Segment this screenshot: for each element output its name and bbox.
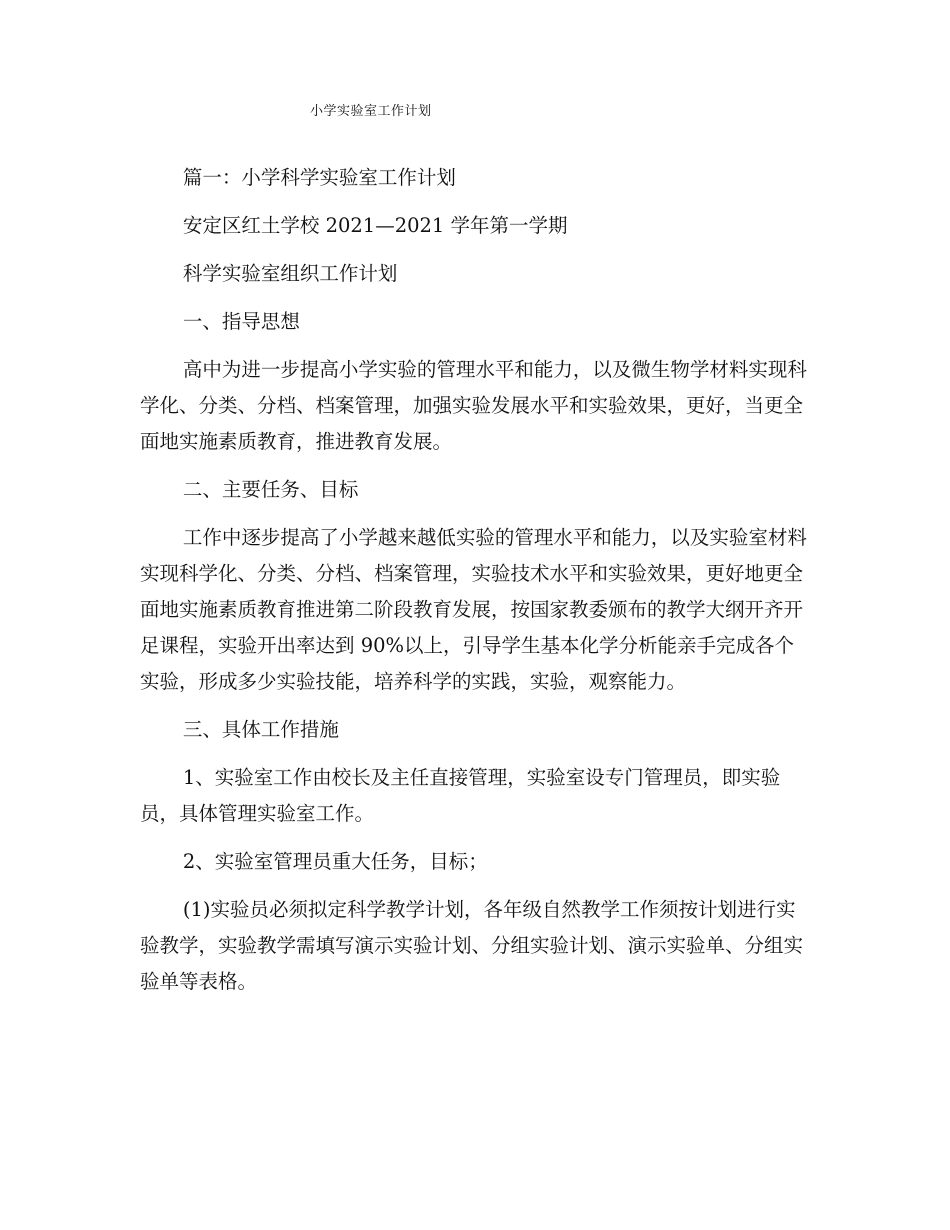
paragraph-measure-1: 1、实验室工作由校长及主任直接管理，实验室设专门管理员，即实验员，具体管理实验室工作。 bbox=[140, 766, 781, 825]
paragraph-school-term: 安定区红土学校 2021—2021 学年第一学期 bbox=[182, 214, 568, 237]
document-body bbox=[140, 160, 810, 1012]
heading-main-tasks: 二、主要任务、目标 bbox=[182, 478, 359, 501]
paragraph-main-tasks: 工作中逐步提高了小学越来越低实验的管理水平和能力，以及实验室材料实现科学化、分类、分档、档案管理，实验技术水平和实验效果，更好地更全面地实施素质教育推进第二阶段教育发展，按国家教委颁布的教学大纲开齐开足课程，实验开出率达到 90%以上，引导学生基本化学分析能亲手完成各个实验，形成多少实验技能，培养科学的实践，实验，观察能力。 bbox=[140, 526, 807, 693]
page-header: 小学实验室工作计划 bbox=[310, 104, 432, 119]
paragraph-measure-2-1: (1)实验员必须拟定科学教学计划，各年级自然教学工作须按计划进行实验教学，实验教学需填写演示实验计划、分组实验计划、演示实验单、分组实验单等表格。 bbox=[140, 898, 804, 993]
paragraph-measure-2: 2、实验室管理员重大任务，目标； bbox=[182, 850, 488, 873]
paragraph-section-title: 篇一：小学科学实验室工作计划 bbox=[182, 166, 456, 189]
heading-specific-measures: 三、具体工作措施 bbox=[182, 718, 339, 741]
heading-guiding-ideology: 一、指导思想 bbox=[182, 310, 300, 333]
paragraph-plan-title: 科学实验室组织工作计划 bbox=[182, 262, 398, 285]
paragraph-guiding-ideology: 高中为进一步提高小学实验的管理水平和能力，以及微生物学材料实现科学化、分类、分档、档案管理，加强实验发展水平和实验效果，更好，当更全面地实施素质教育，推进教育发展。 bbox=[140, 358, 807, 453]
